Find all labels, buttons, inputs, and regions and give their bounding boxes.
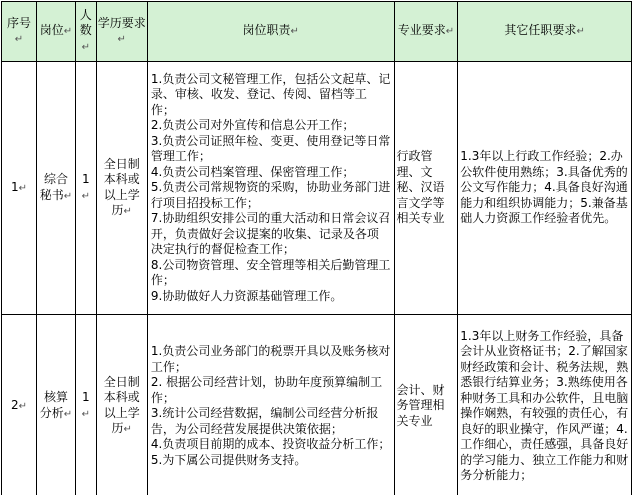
header-position: 岗位↵	[36, 2, 75, 62]
header-duties: 岗位职责↵	[147, 2, 394, 62]
duty-line: 2. 根据公司经营计划，协助年度预算编制工作；	[150, 375, 383, 405]
row-major: 会计、财务管理相关专业	[394, 315, 458, 495]
duty-line: 1.负责公司业务部门的税票开具以及账务核对工作；	[150, 344, 391, 374]
row-major: 行政管理、文秘、汉语言文学等相关专业	[394, 62, 458, 315]
duty-line: 5.为下属公司提供财务支持。	[150, 452, 307, 467]
row-index: 2↵	[2, 315, 37, 495]
table-row	[2, 62, 632, 315]
row-duties	[147, 62, 394, 315]
row-duties	[147, 315, 394, 495]
row-education: 全日制本科或以上学历↵	[96, 62, 147, 315]
duty-line: 3.负责公司证照年检、变更、使用登记等日常管理工作；	[150, 133, 391, 164]
row-count: 1↵	[75, 62, 96, 315]
header-row	[2, 2, 632, 62]
header-other: 其它任职要求↵	[458, 2, 632, 62]
row-other: 1.3年以上行政工作经验；2.办公软件使用熟练；3.具备优秀的公文写作能力；4.具备良好沟通能力和组织协调能力；5.兼备基础人力资源工作经验者优先。	[458, 62, 632, 315]
header-index: 序号↵	[2, 2, 37, 62]
table-row	[2, 315, 632, 495]
duty-line: 3.统计公司经营数据，编制公司经营分析报告，为公司经营发展提供决策依据；	[150, 406, 379, 436]
row-position: 核算分析↵	[36, 315, 75, 495]
header-count: 人数↵	[75, 2, 96, 62]
duty-line: 4.负责项目前期的成本、投资收益分析工作；	[150, 437, 391, 451]
duty-line: 7.协助组织安排公司的重大活动和日常会议召开，负责做好会议提案的收集、记录及各项决定执行的督促检查工作；	[150, 211, 391, 257]
row-index: 1↵	[2, 62, 37, 315]
duty-line: 8.公司物资管理、安全管理等相关后勤管理工作；	[150, 257, 391, 288]
job-requirements-table	[1, 1, 632, 495]
duty-line: 4.负责公司档案管理、保密管理工作；	[150, 164, 355, 179]
duty-line: 1.负责公司文秘管理工作，包括公文起草、记录、审核、收发、登记、传阅、留档等工作；	[150, 71, 391, 117]
header-major: 专业要求↵	[394, 2, 458, 62]
row-education: 全日制本科或以上学历↵	[96, 315, 147, 495]
row-other: 1.3年以上财务工作经验，具备会计从业资格证书；2.了解国家财经政策和会计、税务法规，熟悉银行结算业务；3.熟练使用各种财务工具和办公软件，且电脑操作娴熟，有较强的责任心，有良好的职业操守，作风严谨；4.工作细心，责任感强，具备良好的学习能力、独立工作能力和财务分析能力；	[458, 315, 632, 495]
duty-line: 9.协助做好人力资源基础管理工作。	[150, 288, 343, 303]
row-count: 1↵	[75, 315, 96, 495]
header-education: 学历要求↵	[96, 2, 147, 62]
duty-line: 2.负责公司对外宣传和信息公开工作；	[150, 118, 355, 133]
duty-line: 5.负责公司常规物资的采购，协助业务部门进行项目招投标工作；	[150, 180, 391, 210]
row-position: 综合秘书↵	[36, 62, 75, 315]
